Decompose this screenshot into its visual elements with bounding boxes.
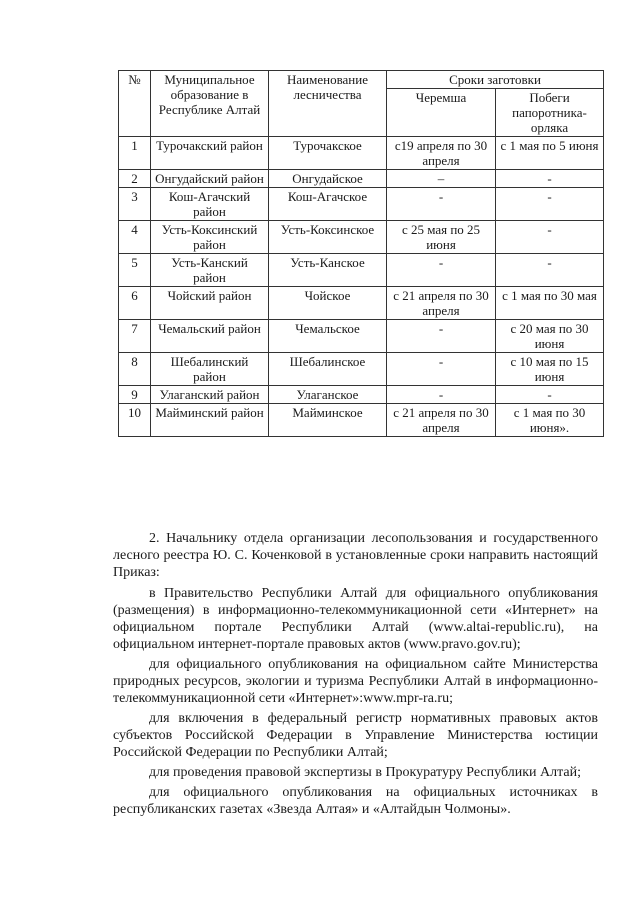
cell-fern: - — [496, 254, 604, 287]
paragraph-ministry-site: для официального опубликования на официальном сайте Министерства природных ресурсов, экологии и туризма Республики Алтай в информационно-телекоммуникационной сети «Интернет»:www.mpr-ra.ru; — [113, 657, 598, 706]
cell-forestry: Шебалинское — [269, 353, 387, 386]
table-row — [119, 386, 604, 404]
cell-forestry: Усть-Коксинское — [269, 221, 387, 254]
table-row — [119, 188, 604, 221]
cell-fern: - — [496, 386, 604, 404]
header-fern: Побеги папоротника-орляка — [496, 89, 604, 137]
cell-municipality: Чемальский район — [151, 320, 269, 353]
header-periods: Сроки заготовки — [387, 71, 604, 89]
cell-forestry: Кош-Агачское — [269, 188, 387, 221]
cell-forestry: Майминское — [269, 404, 387, 437]
cell-fern: - — [496, 170, 604, 188]
cell-cheremsha: с19 апреля по 30 апреля — [387, 137, 496, 170]
cell-cheremsha: – — [387, 170, 496, 188]
cell-municipality: Чойский район — [151, 287, 269, 320]
table-row — [119, 254, 604, 287]
cell-num: 1 — [119, 137, 151, 170]
cell-cheremsha: - — [387, 254, 496, 287]
cell-cheremsha: - — [387, 386, 496, 404]
paragraph-newspapers: для официального опубликования на официальных источниках в республиканских газетах «Звезда Алтая» и «Алтайдын Чолмоны». — [113, 785, 598, 817]
cell-num: 5 — [119, 254, 151, 287]
cell-municipality: Улаганский район — [151, 386, 269, 404]
table-row — [119, 221, 604, 254]
cell-cheremsha: с 21 апреля по 30 апреля — [387, 287, 496, 320]
cell-num: 9 — [119, 386, 151, 404]
order-text — [113, 530, 598, 821]
cell-municipality: Кош-Агачский район — [151, 188, 269, 221]
paragraph-item-2: 2. Начальнику отдела организации лесопользования и государственного лесного реестра Ю. С. Коченковой в установленные сроки направить настоящий Приказ: — [113, 531, 598, 580]
table-row — [119, 320, 604, 353]
cell-fern: - — [496, 188, 604, 221]
header-forestry: Наименование лесничества — [269, 71, 387, 137]
cell-num: 3 — [119, 188, 151, 221]
cell-num: 8 — [119, 353, 151, 386]
cell-fern: - — [496, 221, 604, 254]
paragraph-prosecutor: для проведения правовой экспертизы в Прокуратуру Республики Алтай; — [149, 765, 581, 780]
header-cheremsha: Черемша — [387, 89, 496, 137]
table-row — [119, 404, 604, 437]
cell-forestry: Онгудайское — [269, 170, 387, 188]
header-num: № — [119, 71, 151, 137]
cell-fern: с 1 мая по 30 мая — [496, 287, 604, 320]
cell-cheremsha: с 21 апреля по 30 апреля — [387, 404, 496, 437]
cell-cheremsha: с 25 мая по 25 июня — [387, 221, 496, 254]
harvest-periods-table — [118, 70, 604, 437]
cell-num: 7 — [119, 320, 151, 353]
cell-cheremsha: - — [387, 188, 496, 221]
cell-fern: с 20 мая по 30 июня — [496, 320, 604, 353]
paragraph-federal-register: для включения в федеральный регистр нормативных правовых актов субъектов Российской Федерации в Управление Министерства юстиции Российской Федерации по Республики Алтай; — [113, 711, 598, 760]
table-row — [119, 170, 604, 188]
cell-forestry: Чойское — [269, 287, 387, 320]
cell-municipality: Усть-Канский район — [151, 254, 269, 287]
paragraph-government: в Правительство Республики Алтай для официального опубликования (размещения) в информационно-телекоммуникационной сети «Интернет» на официальном портале Республики Алтай (www.altai-republic.ru), на официальном интернет-портале правовых актов (www.pravo.gov.ru); — [113, 586, 598, 652]
cell-fern: с 1 мая по 30 июня». — [496, 404, 604, 437]
cell-num: 4 — [119, 221, 151, 254]
cell-municipality: Турочакский район — [151, 137, 269, 170]
cell-num: 2 — [119, 170, 151, 188]
table-row — [119, 287, 604, 320]
cell-municipality: Усть-Коксинский район — [151, 221, 269, 254]
cell-forestry: Чемальское — [269, 320, 387, 353]
table-row — [119, 137, 604, 170]
cell-num: 6 — [119, 287, 151, 320]
cell-forestry: Турочакское — [269, 137, 387, 170]
cell-cheremsha: - — [387, 353, 496, 386]
table-header-row — [119, 71, 604, 89]
cell-fern: с 10 мая по 15 июня — [496, 353, 604, 386]
cell-municipality: Шебалинский район — [151, 353, 269, 386]
header-municipality: Муниципальное образование в Республике Алтай — [151, 71, 269, 137]
cell-municipality: Майминский район — [151, 404, 269, 437]
cell-forestry: Усть-Канское — [269, 254, 387, 287]
cell-forestry: Улаганское — [269, 386, 387, 404]
cell-municipality: Онгудайский район — [151, 170, 269, 188]
cell-fern: с 1 мая по 5 июня — [496, 137, 604, 170]
table-row — [119, 353, 604, 386]
cell-num: 10 — [119, 404, 151, 437]
cell-cheremsha: - — [387, 320, 496, 353]
